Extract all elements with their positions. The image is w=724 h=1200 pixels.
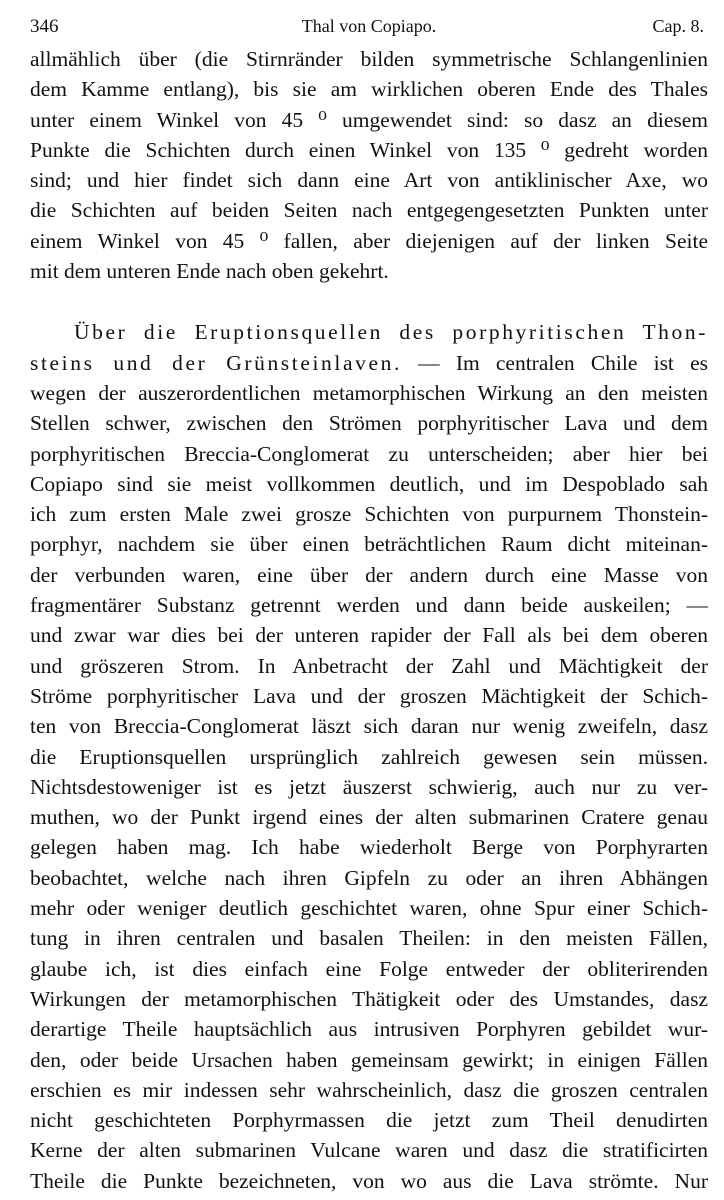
text-line: Wirkungen der metamorphischen Thätigkeit oder des Umstandes, dasz [30,986,708,1011]
text-line: und gröszeren Strom. In Anbetracht der Zahl und Mächtigkeit der [30,653,708,678]
text-line: mehr oder weniger deutlich geschichtet waren, ohne Spur einer Schich- [30,896,708,921]
text-line: nicht geschichteten Porphyrmassen die jetzt zum Theil denudirten [30,1108,708,1133]
text-line: Theile die Punkte bezeichneten, von wo aus die Lava strömte. Nur [30,1168,708,1193]
section-heading-spaced: steins und der Grünsteinlaven. [30,350,402,375]
text-line: glaube ich, ist dies einfach eine Folge entweder der obliterirenden [30,956,708,981]
text-line: und zwar war dies bei der unteren rapider der Fall als bei dem oberen [30,623,708,648]
text-line: porphyr, nachdem sie über einen beträchtlichen Raum dicht miteinan- [30,532,708,557]
text-line: derartige Theile hauptsächlich aus intrusiven Porphyren gebildet wur- [30,1017,708,1042]
text-line: Punkte die Schichten durch einen Winkel von 135 ⁰ gedreht worden [30,137,708,162]
section-heading-line: Über die Eruptionsquellen des porphyritischen Thon- [74,320,708,345]
page-number: 346 [30,16,59,37]
text-line: ten von Breccia-Conglomerat läszt sich daran nur wenig zweifeln, dasz [30,714,708,739]
text-line: wegen der auszerordentlichen metamorphischen Wirkung an den meisten [30,380,708,405]
text-line: Kerne der alten submarinen Vulcane waren und dasz die stratificirten [30,1138,708,1163]
text-line: fragmentärer Substanz getrennt werden und dann beide auskeilen; — [30,593,708,618]
text-line: allmählich über (die Stirnränder bilden symmetrische Schlangenlinien [30,47,708,71]
text-line: ich zum ersten Male zwei grosze Schichten von purpurnem Thonstein- [30,502,708,527]
text-line: erschien es mir indessen sehr wahrscheinlich, dasz die groszen centralen [30,1077,708,1102]
text-run: — Im centralen Chile ist es [401,350,709,375]
text-line: dem Kamme entlang), bis sie am wirklichen oberen Ende des Thales [30,77,708,102]
text-line: die Schichten auf beiden Seiten nach entgegengesetzten Punkten unter [30,198,708,223]
text-line: unter einem Winkel von 45 ⁰ umgewendet sind: so dasz an diesem [30,107,708,132]
paragraph-2 [30,317,708,1196]
text-line: porphyritischen Breccia-Conglomerat zu unterscheiden; aber hier bei [30,441,708,466]
body-text [30,44,708,1196]
text-line: einem Winkel von 45 ⁰ fallen, aber diejenigen auf der linken Seite [30,228,708,253]
paragraph-gap [30,286,708,317]
text-line: den, oder beide Ursachen haben gemeinsam gewirkt; in einigen Fällen [30,1047,708,1072]
text-line: Nichtsdestoweniger ist es jetzt äuszerst schwierig, auch nur zu ver- [30,774,708,799]
text-line: sind; und hier findet sich dann eine Art von antiklinischer Axe, wo [30,168,708,193]
running-title: Thal von Copiapo. [301,16,437,36]
text-line: tung in ihren centralen und basalen Theilen: in den meisten Fällen, [30,926,708,951]
text-line: Ströme porphyritischer Lava und der groszen Mächtigkeit der Schich- [30,683,708,708]
text-line: mit dem unteren Ende nach oben gekehrt. [30,259,389,284]
chapter-label: Cap. 8. [652,16,704,36]
text-line: muthen, wo der Punkt irgend eines der alten submarinen Cratere genau [30,805,708,830]
text-line: die Eruptionsquellen ursprünglich zahlreich gewesen sein müssen. [30,744,708,769]
text-line: gelegen haben mag. Ich habe wiederholt Berge von Porphyrarten [30,835,708,860]
text-line: beobachtet, welche nach ihren Gipfeln zu oder an ihren Abhängen [30,865,708,890]
running-head [30,10,708,44]
text-line: der verbunden waren, eine über der andern durch eine Masse von [30,562,708,587]
paragraph-1 [30,44,708,286]
text-line: Copiapo sind sie meist vollkommen deutlich, und im Despoblado sah [30,471,708,496]
section-heading-line [30,348,708,378]
text-line: Stellen schwer, zwischen den Strömen porphyritischer Lava und dem [30,411,708,436]
